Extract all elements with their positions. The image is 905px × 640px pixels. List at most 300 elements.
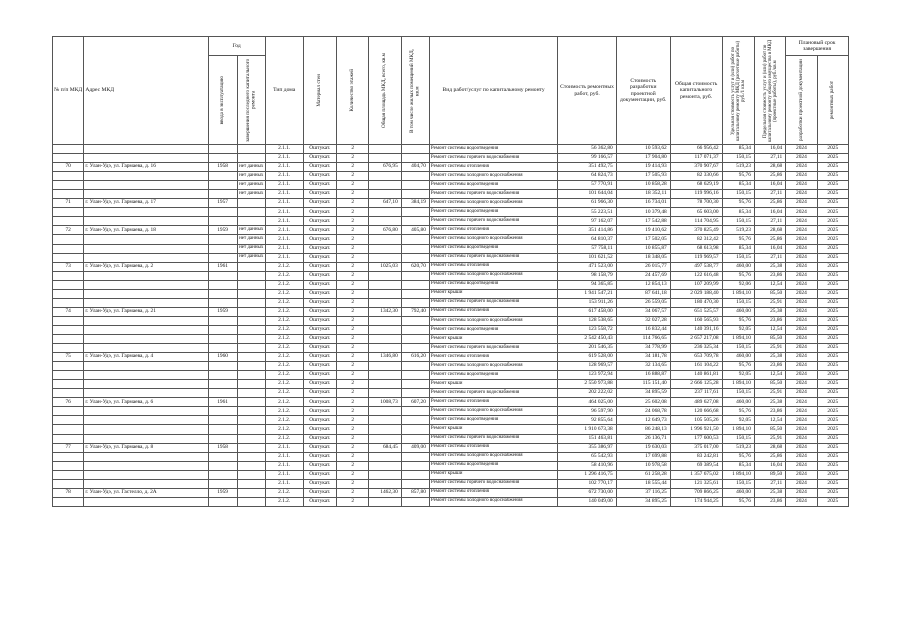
wall-material-cell: Оштукат. [303, 434, 336, 443]
period-design-cell: 2024 [786, 235, 817, 244]
unit-cost-cell: 460,00 [722, 488, 754, 497]
work-type-cell: Ремонт системы отопления [429, 226, 558, 235]
floors-cell: 2 [337, 344, 369, 353]
work-type-cell: Ремонт системы отопления [429, 443, 558, 452]
total-area-cell [369, 479, 401, 488]
total-cost-cell: 107 209,99 [670, 280, 722, 289]
design-cost-cell: 16 888,87 [616, 371, 670, 380]
house-type-cell: 2.1.1. [265, 199, 303, 208]
unit-cost-cell: 95,76 [722, 316, 754, 325]
row-number [53, 416, 84, 425]
period-works-cell: 2025 [817, 461, 848, 470]
limit-cost-cell: 28,68 [754, 443, 785, 452]
total-cost-cell: 2 029 188,40 [670, 289, 722, 298]
row-number [53, 434, 84, 443]
capital-repair-table [52, 36, 849, 507]
wall-material-cell: Оштукат. [303, 226, 336, 235]
house-type-cell: 2.1.2. [265, 280, 303, 289]
house-type-cell: 2.1.1. [265, 154, 303, 163]
repair-cost-cell: 355 386,97 [558, 443, 616, 452]
total-cost-cell: 83 242,81 [670, 452, 722, 461]
year-commission-cell [208, 208, 237, 217]
period-works-cell: 2025 [817, 253, 848, 262]
work-type-cell: Ремонт крыши [429, 380, 558, 389]
address-cell [84, 244, 208, 253]
table-row [53, 289, 849, 298]
total-area-cell [369, 208, 401, 217]
house-type-cell: 2.1.2. [265, 316, 303, 325]
total-area-cell [369, 298, 401, 307]
limit-cost-cell: 25,86 [754, 199, 785, 208]
address-cell: г. Улан-Удэ, ул. Гармаева, д. 8 [84, 443, 208, 452]
design-cost-cell: 114 766,65 [616, 334, 670, 343]
period-design-cell: 2024 [786, 244, 817, 253]
period-design-cell: 2024 [786, 434, 817, 443]
total-cost-cell: 140 391,16 [670, 325, 722, 334]
work-type-cell: Ремонт системы отопления [429, 163, 558, 172]
floors-cell: 2 [337, 443, 369, 452]
period-works-cell: 2025 [817, 334, 848, 343]
design-cost-cell: 16 832,44 [616, 325, 670, 334]
capital-repair-table-page [52, 36, 849, 507]
col-header-period-works: ремонтных работ [817, 56, 848, 145]
row-number [53, 208, 84, 217]
living-area-cell [401, 217, 429, 226]
year-commission-cell [208, 416, 237, 425]
unit-cost-cell: 95,76 [722, 235, 754, 244]
year-commission-cell [208, 452, 237, 461]
wall-material-cell: Оштукат. [303, 371, 336, 380]
living-area-cell [401, 298, 429, 307]
year-overhaul-cell [237, 497, 265, 506]
repair-cost-cell: 56 362,80 [558, 145, 616, 154]
row-number [53, 344, 84, 353]
address-cell [84, 334, 208, 343]
total-area-cell [369, 371, 401, 380]
unit-cost-cell: 95,76 [722, 199, 754, 208]
repair-cost-cell: 140 049,00 [558, 497, 616, 506]
unit-cost-cell: 85,34 [722, 145, 754, 154]
period-works-cell: 2025 [817, 479, 848, 488]
living-area-cell [401, 235, 429, 244]
total-cost-cell: 68 613,98 [670, 244, 722, 253]
address-cell [84, 190, 208, 199]
repair-cost-cell: 101 621,52 [558, 253, 616, 262]
total-cost-cell: 66 956,42 [670, 145, 722, 154]
address-cell [84, 172, 208, 181]
repair-cost-cell: 64 810,37 [558, 235, 616, 244]
period-design-cell: 2024 [786, 425, 817, 434]
period-design-cell: 2024 [786, 271, 817, 280]
period-design-cell: 2024 [786, 163, 817, 172]
floors-cell: 2 [337, 199, 369, 208]
year-overhaul-cell [237, 461, 265, 470]
total-cost-cell: 370 907,67 [670, 163, 722, 172]
wall-material-cell: Оштукат. [303, 271, 336, 280]
year-overhaul-cell [237, 316, 265, 325]
design-cost-cell: 17 502,05 [616, 235, 670, 244]
design-cost-cell: 10 858,28 [616, 181, 670, 190]
address-cell [84, 470, 208, 479]
house-type-cell: 2.1.1. [265, 479, 303, 488]
house-type-cell: 2.1.2. [265, 416, 303, 425]
design-cost-cell: 32 134,65 [616, 362, 670, 371]
year-overhaul-cell [237, 362, 265, 371]
repair-cost-cell: 123 972,94 [558, 371, 616, 380]
wall-material-cell: Оштукат. [303, 262, 336, 271]
table-row [53, 362, 849, 371]
year-overhaul-cell [237, 325, 265, 334]
period-design-cell: 2024 [786, 362, 817, 371]
limit-cost-cell: 89,50 [754, 470, 785, 479]
total-area-cell: 684,45 [369, 443, 401, 452]
period-works-cell: 2025 [817, 380, 848, 389]
address-cell [84, 416, 208, 425]
period-design-cell: 2024 [786, 407, 817, 416]
total-area-cell [369, 181, 401, 190]
floors-cell: 2 [337, 452, 369, 461]
period-works-cell: 2025 [817, 262, 848, 271]
work-type-cell: Ремонт системы горячего водоснабжения [429, 217, 558, 226]
year-overhaul-cell [237, 289, 265, 298]
repair-cost-cell: 471 523,00 [558, 262, 616, 271]
wall-material-cell: Оштукат. [303, 199, 336, 208]
limit-cost-cell: 27,11 [754, 190, 785, 199]
year-overhaul-cell: нет данных [237, 226, 265, 235]
year-overhaul-cell [237, 271, 265, 280]
house-type-cell: 2.1.2. [265, 380, 303, 389]
address-cell: г. Улан-Удэ, ул. Гармаева, д. 17 [84, 199, 208, 208]
total-area-cell [369, 461, 401, 470]
floors-cell: 2 [337, 325, 369, 334]
year-overhaul-cell: нет данных [237, 163, 265, 172]
floors-cell: 2 [337, 479, 369, 488]
table-row [53, 389, 849, 398]
year-commission-cell [208, 497, 237, 506]
total-cost-cell: 489 627,08 [670, 398, 722, 407]
address-cell: г. Улан-Удэ, ул. Гармаева, д. 4 [84, 353, 208, 362]
table-row [53, 334, 849, 343]
row-number [53, 452, 84, 461]
total-cost-cell: 160 565,93 [670, 316, 722, 325]
work-type-cell: Ремонт системы горячего водоснабжения [429, 479, 558, 488]
period-works-cell: 2025 [817, 344, 848, 353]
period-design-cell: 2024 [786, 253, 817, 262]
year-commission-cell [208, 389, 237, 398]
living-area-cell [401, 280, 429, 289]
year-overhaul-cell: нет данных [237, 235, 265, 244]
table-row [53, 190, 849, 199]
living-area-cell: 409,00 [401, 443, 429, 452]
work-type-cell: Ремонт системы холодного водоснабжения [429, 235, 558, 244]
house-type-cell: 2.1.1. [265, 181, 303, 190]
col-header-limit-cost: Предельная стоимость услуг и (или) работ по капитальному ремонту общего имущества в МКД (проектные работы), руб./кв.м [754, 37, 785, 145]
table-row [53, 172, 849, 181]
wall-material-cell: Оштукат. [303, 217, 336, 226]
limit-cost-cell: 25,91 [754, 434, 785, 443]
wall-material-cell: Оштукат. [303, 461, 336, 470]
design-cost-cell: 34 778,99 [616, 344, 670, 353]
repair-cost-cell: 65 542,93 [558, 452, 616, 461]
period-design-cell: 2024 [786, 217, 817, 226]
row-number [53, 253, 84, 262]
work-type-cell: Ремонт системы холодного водоснабжения [429, 362, 558, 371]
living-area-cell: 616,20 [401, 353, 429, 362]
row-number [53, 389, 84, 398]
year-overhaul-cell [237, 262, 265, 271]
floors-cell: 2 [337, 307, 369, 316]
living-area-cell [401, 380, 429, 389]
total-area-cell: 676,80 [369, 226, 401, 235]
work-type-cell: Ремонт системы водоотведения [429, 145, 558, 154]
year-commission-cell [208, 434, 237, 443]
floors-cell: 2 [337, 362, 369, 371]
living-area-cell [401, 344, 429, 353]
total-cost-cell: 2 666 125,28 [670, 380, 722, 389]
total-cost-cell: 119 969,57 [670, 253, 722, 262]
period-design-cell: 2024 [786, 344, 817, 353]
wall-material-cell: Оштукат. [303, 307, 336, 316]
wall-material-cell: Оштукат. [303, 416, 336, 425]
table-row [53, 235, 849, 244]
living-area-cell [401, 452, 429, 461]
total-area-cell: 1462,30 [369, 488, 401, 497]
address-cell [84, 289, 208, 298]
living-area-cell: 620,70 [401, 262, 429, 271]
house-type-cell: 2.1.2. [265, 425, 303, 434]
col-header-design-cost: Стоимость разработки проектной документации, руб. [616, 37, 670, 145]
year-commission-cell [208, 145, 237, 154]
living-area-cell [401, 434, 429, 443]
unit-cost-cell: 85,34 [722, 181, 754, 190]
col-header-unit-cost: Удельная стоимость услуг и (или) работ по капитальному ремонту МКД (расчетные работы) руб./1 кв.м [722, 37, 754, 145]
repair-cost-cell: 99 166,57 [558, 154, 616, 163]
floors-cell: 2 [337, 244, 369, 253]
design-cost-cell: 17 505,93 [616, 172, 670, 181]
unit-cost-cell: 95,76 [722, 452, 754, 461]
col-header-address: Адрес МКД [84, 37, 208, 145]
row-number: 76 [53, 398, 84, 407]
house-type-cell: 2.1.1. [265, 443, 303, 452]
limit-cost-cell: 28,68 [754, 163, 785, 172]
unit-cost-cell: 92,06 [722, 280, 754, 289]
address-cell [84, 434, 208, 443]
floors-cell: 2 [337, 172, 369, 181]
row-number [53, 470, 84, 479]
year-overhaul-cell [237, 145, 265, 154]
address-cell [84, 145, 208, 154]
floors-cell: 2 [337, 371, 369, 380]
total-cost-cell: 117 071,37 [670, 154, 722, 163]
year-overhaul-cell [237, 217, 265, 226]
living-area-cell [401, 145, 429, 154]
row-number: 77 [53, 443, 84, 452]
living-area-cell [401, 253, 429, 262]
limit-cost-cell: 85,50 [754, 289, 785, 298]
limit-cost-cell: 25,91 [754, 389, 785, 398]
repair-cost-cell: 617 458,00 [558, 307, 616, 316]
floors-cell: 2 [337, 353, 369, 362]
total-area-cell: 1342,30 [369, 307, 401, 316]
unit-cost-cell: 519,23 [722, 226, 754, 235]
year-commission-cell [208, 244, 237, 253]
address-cell [84, 280, 208, 289]
design-cost-cell: 17 699,88 [616, 452, 670, 461]
period-design-cell: 2024 [786, 488, 817, 497]
limit-cost-cell: 25,38 [754, 488, 785, 497]
unit-cost-cell: 85,34 [722, 461, 754, 470]
floors-cell: 2 [337, 380, 369, 389]
period-design-cell: 2024 [786, 154, 817, 163]
row-number [53, 362, 84, 371]
period-design-cell: 2024 [786, 416, 817, 425]
period-works-cell: 2025 [817, 172, 848, 181]
limit-cost-cell: 16,04 [754, 208, 785, 217]
limit-cost-cell: 12,54 [754, 416, 785, 425]
row-number [53, 461, 84, 470]
period-design-cell: 2024 [786, 497, 817, 506]
year-overhaul-cell [237, 334, 265, 343]
wall-material-cell: Оштукат. [303, 172, 336, 181]
floors-cell: 2 [337, 316, 369, 325]
period-design-cell: 2024 [786, 316, 817, 325]
unit-cost-cell: 150,15 [722, 434, 754, 443]
year-overhaul-cell [237, 154, 265, 163]
wall-material-cell: Оштукат. [303, 353, 336, 362]
col-header-work-type: Вид работ/услуг по капитальному ремонту [429, 37, 558, 145]
work-type-cell: Ремонт системы горячего водоснабжения [429, 344, 558, 353]
work-type-cell: Ремонт системы горячего водоснабжения [429, 190, 558, 199]
living-area-cell [401, 371, 429, 380]
total-cost-cell: 82 330,66 [670, 172, 722, 181]
period-design-cell: 2024 [786, 226, 817, 235]
design-cost-cell: 10 978,58 [616, 461, 670, 470]
living-area-cell [401, 208, 429, 217]
year-overhaul-cell: нет данных [237, 244, 265, 253]
floors-cell: 2 [337, 181, 369, 190]
period-works-cell: 2025 [817, 316, 848, 325]
total-area-cell [369, 289, 401, 298]
work-type-cell: Ремонт системы холодного водоснабжения [429, 497, 558, 506]
total-area-cell [369, 407, 401, 416]
address-cell: г. Улан-Удэ, ул. Гармаева, д. 6 [84, 398, 208, 407]
year-commission-cell [208, 371, 237, 380]
unit-cost-cell: 85,34 [722, 208, 754, 217]
period-design-cell: 2024 [786, 199, 817, 208]
period-design-cell: 2024 [786, 380, 817, 389]
period-works-cell: 2025 [817, 307, 848, 316]
table-row [53, 226, 849, 235]
unit-cost-cell: 95,76 [722, 172, 754, 181]
limit-cost-cell: 25,86 [754, 172, 785, 181]
house-type-cell: 2.1.1. [265, 190, 303, 199]
wall-material-cell: Оштукат. [303, 380, 336, 389]
total-cost-cell: 119 996,16 [670, 190, 722, 199]
house-type-cell: 2.1.2. [265, 362, 303, 371]
row-number [53, 380, 84, 389]
work-type-cell: Ремонт системы холодного водоснабжения [429, 407, 558, 416]
total-cost-cell: 140 861,81 [670, 371, 722, 380]
table-row [53, 163, 849, 172]
work-type-cell: Ремонт системы водоотведения [429, 325, 558, 334]
year-overhaul-cell [237, 452, 265, 461]
year-overhaul-cell [237, 280, 265, 289]
year-overhaul-cell [237, 443, 265, 452]
total-area-cell [369, 244, 401, 253]
year-overhaul-cell [237, 298, 265, 307]
period-works-cell: 2025 [817, 443, 848, 452]
col-header-total-cost: Общая стоимость капитального ремонта, руб. [670, 37, 722, 145]
limit-cost-cell: 27,11 [754, 217, 785, 226]
table-row [53, 145, 849, 154]
header-row-top [53, 37, 849, 56]
address-cell: г. Улан-Удэ, ул. Гастелло, д. 2А [84, 488, 208, 497]
repair-cost-cell: 1 910 673,38 [558, 425, 616, 434]
total-area-cell [369, 470, 401, 479]
living-area-cell [401, 407, 429, 416]
address-cell [84, 362, 208, 371]
work-type-cell: Ремонт системы холодного водоснабжения [429, 452, 558, 461]
total-area-cell [369, 452, 401, 461]
table-row [53, 307, 849, 316]
period-design-cell: 2024 [786, 289, 817, 298]
total-area-cell [369, 334, 401, 343]
living-area-cell [401, 425, 429, 434]
period-works-cell: 2025 [817, 226, 848, 235]
design-cost-cell: 32 027,28 [616, 316, 670, 325]
year-overhaul-cell [237, 344, 265, 353]
period-works-cell: 2025 [817, 154, 848, 163]
total-cost-cell: 105 505,26 [670, 416, 722, 425]
limit-cost-cell: 25,38 [754, 307, 785, 316]
limit-cost-cell: 25,38 [754, 353, 785, 362]
total-cost-cell: 68 629,19 [670, 181, 722, 190]
address-cell [84, 217, 208, 226]
address-cell [84, 425, 208, 434]
work-type-cell: Ремонт системы горячего водоснабжения [429, 434, 558, 443]
period-design-cell: 2024 [786, 452, 817, 461]
house-type-cell: 2.1.1. [265, 208, 303, 217]
year-commission-cell [208, 380, 237, 389]
period-works-cell: 2025 [817, 497, 848, 506]
row-number: 70 [53, 163, 84, 172]
house-type-cell: 2.1.2. [265, 407, 303, 416]
total-cost-cell: 375 017,00 [670, 443, 722, 452]
row-number [53, 181, 84, 190]
living-area-cell [401, 389, 429, 398]
design-cost-cell: 26 136,71 [616, 434, 670, 443]
unit-cost-cell: 1 894,10 [722, 334, 754, 343]
wall-material-cell: Оштукат. [303, 470, 336, 479]
wall-material-cell: Оштукат. [303, 244, 336, 253]
period-design-cell: 2024 [786, 461, 817, 470]
limit-cost-cell: 25,86 [754, 235, 785, 244]
unit-cost-cell: 460,00 [722, 262, 754, 271]
period-works-cell: 2025 [817, 280, 848, 289]
house-type-cell: 2.1.1. [265, 470, 303, 479]
work-type-cell: Ремонт системы отопления [429, 307, 558, 316]
year-overhaul-cell: нет данных [237, 190, 265, 199]
total-cost-cell: 1 357 675,02 [670, 470, 722, 479]
floors-cell: 2 [337, 145, 369, 154]
total-area-cell: 1008,73 [369, 398, 401, 407]
year-overhaul-cell [237, 479, 265, 488]
limit-cost-cell: 12,54 [754, 325, 785, 334]
address-cell [84, 235, 208, 244]
col-header-num: № п/п МКД [53, 37, 84, 145]
period-works-cell: 2025 [817, 190, 848, 199]
house-type-cell: 2.1.1. [265, 253, 303, 262]
